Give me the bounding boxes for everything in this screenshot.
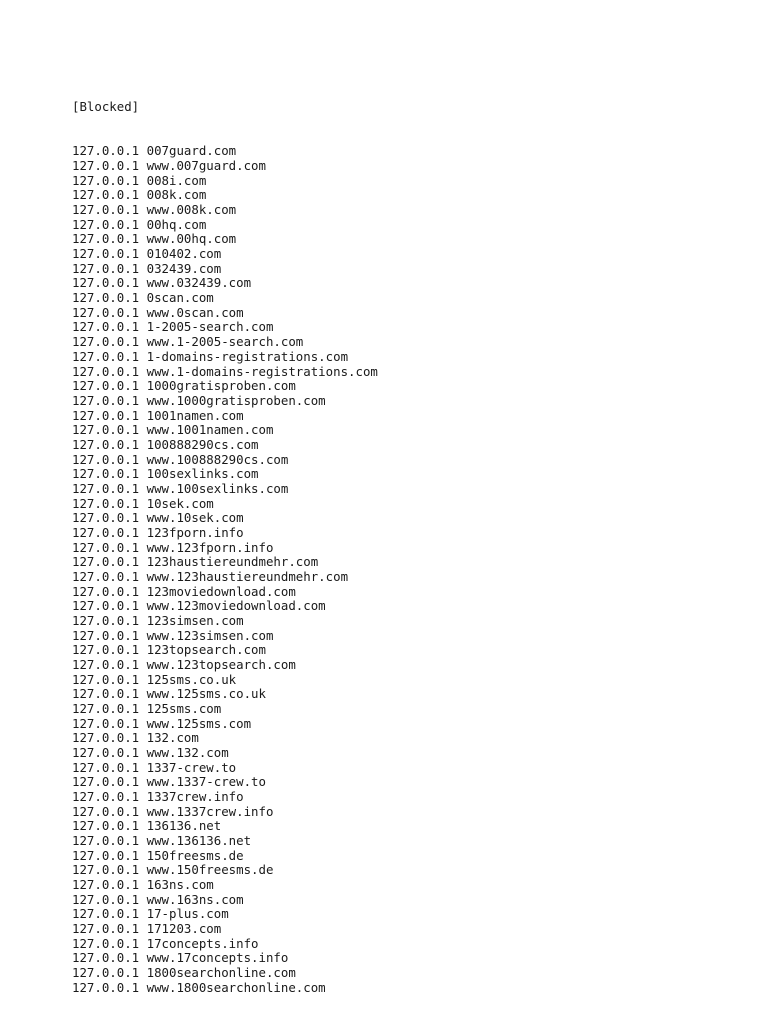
host-entry-domain: www.10sek.com bbox=[146, 510, 244, 526]
host-entry-domain: www.007guard.com bbox=[146, 158, 266, 174]
host-entry-domain: 123topsearch.com bbox=[146, 642, 266, 658]
host-entry bbox=[72, 878, 752, 893]
host-entry-domain: 1337-crew.to bbox=[146, 759, 237, 775]
host-entry-ip: 127.0.0.1 bbox=[72, 466, 140, 482]
host-entry-domain: www.1-domains-registrations.com bbox=[146, 363, 378, 379]
host-entry-ip: 127.0.0.1 bbox=[72, 246, 140, 262]
host-entry-domain: 1-2005-search.com bbox=[146, 319, 274, 335]
host-entry bbox=[72, 981, 752, 996]
host-entry-ip: 127.0.0.1 bbox=[72, 363, 140, 379]
host-entry bbox=[72, 291, 752, 306]
host-entry bbox=[72, 922, 752, 937]
host-entry-domain: 008i.com bbox=[146, 172, 207, 188]
host-entry-domain: 00hq.com bbox=[146, 216, 207, 232]
host-entry-ip: 127.0.0.1 bbox=[72, 172, 140, 188]
host-entry-ip: 127.0.0.1 bbox=[72, 451, 140, 467]
host-entry-ip: 127.0.0.1 bbox=[72, 187, 140, 203]
host-entry-ip: 127.0.0.1 bbox=[72, 833, 140, 848]
host-entry bbox=[72, 614, 752, 629]
host-entry-domain: 1800searchonline.com bbox=[146, 965, 296, 981]
host-entry-domain: www.008k.com bbox=[146, 202, 237, 218]
host-entry bbox=[72, 379, 752, 394]
host-entry bbox=[72, 819, 752, 834]
host-entry bbox=[72, 511, 752, 526]
host-entry-ip: 127.0.0.1 bbox=[72, 495, 140, 511]
host-entry-domain: www.1337-crew.to bbox=[146, 774, 266, 790]
host-entry-domain: www.17concepts.info bbox=[146, 950, 289, 966]
host-entry bbox=[72, 247, 752, 262]
host-entry-ip: 127.0.0.1 bbox=[72, 715, 140, 731]
host-entry-domain: 132.com bbox=[146, 730, 199, 746]
host-entry-ip: 127.0.0.1 bbox=[72, 744, 140, 760]
host-entry bbox=[72, 394, 752, 409]
host-entry-ip: 127.0.0.1 bbox=[72, 877, 140, 893]
host-entry-domain: 1001namen.com bbox=[146, 407, 244, 423]
host-entry bbox=[72, 541, 752, 556]
host-entry-ip: 127.0.0.1 bbox=[72, 554, 140, 570]
host-entry-domain: www.136136.net bbox=[146, 833, 252, 848]
host-entry bbox=[72, 599, 752, 614]
host-entry bbox=[72, 526, 752, 541]
host-entry-ip: 127.0.0.1 bbox=[72, 759, 140, 775]
host-entry-domain: 17concepts.info bbox=[146, 935, 259, 951]
host-entry bbox=[72, 188, 752, 203]
host-entry bbox=[72, 218, 752, 233]
host-entry-domain: 123moviedownload.com bbox=[146, 583, 296, 599]
host-entry bbox=[72, 863, 752, 878]
host-entry-domain: 032439.com bbox=[146, 260, 222, 276]
host-entry-ip: 127.0.0.1 bbox=[72, 378, 140, 394]
host-entry-domain: 008k.com bbox=[146, 187, 207, 203]
host-entry-domain: 136136.net bbox=[146, 818, 222, 834]
host-entry bbox=[72, 702, 752, 717]
host-entry-ip: 127.0.0.1 bbox=[72, 803, 140, 819]
host-entry bbox=[72, 893, 752, 908]
host-entry bbox=[72, 629, 752, 644]
host-entry bbox=[72, 350, 752, 365]
host-entry-ip: 127.0.0.1 bbox=[72, 847, 140, 863]
host-entry-domain: 123fporn.info bbox=[146, 524, 244, 540]
host-entry-ip: 127.0.0.1 bbox=[72, 730, 140, 746]
host-entry bbox=[72, 966, 752, 981]
host-entry-domain: www.123haustiereundmehr.com bbox=[146, 568, 349, 584]
host-entry bbox=[72, 144, 752, 159]
host-entry-domain: 10sek.com bbox=[146, 495, 214, 511]
host-entry bbox=[72, 761, 752, 776]
host-entry-ip: 127.0.0.1 bbox=[72, 275, 140, 291]
host-entry-domain: www.125sms.com bbox=[146, 715, 252, 731]
host-entry-ip: 127.0.0.1 bbox=[72, 788, 140, 804]
host-entry-ip: 127.0.0.1 bbox=[72, 510, 140, 526]
host-entry-domain: 125sms.com bbox=[146, 700, 222, 716]
host-entry-domain: 150freesms.de bbox=[146, 847, 244, 863]
host-entry bbox=[72, 907, 752, 922]
host-entry-domain: www.100888290cs.com bbox=[146, 451, 289, 467]
host-entry-ip: 127.0.0.1 bbox=[72, 612, 140, 628]
host-entry-ip: 127.0.0.1 bbox=[72, 158, 140, 174]
host-entry bbox=[72, 790, 752, 805]
host-entry-ip: 127.0.0.1 bbox=[72, 891, 140, 907]
host-entry-domain: www.1-2005-search.com bbox=[146, 334, 304, 350]
host-entry-domain: www.125sms.co.uk bbox=[146, 686, 266, 702]
host-entry bbox=[72, 731, 752, 746]
hosts-file-document bbox=[72, 71, 752, 1010]
host-entry bbox=[72, 174, 752, 189]
host-entry-domain: www.00hq.com bbox=[146, 231, 237, 247]
host-entry-domain: www.1800searchonline.com bbox=[146, 979, 326, 995]
host-entry-ip: 127.0.0.1 bbox=[72, 921, 140, 937]
host-entry-domain: 100888290cs.com bbox=[146, 436, 259, 452]
host-entry-domain: 17-plus.com bbox=[146, 906, 229, 922]
host-entry-ip: 127.0.0.1 bbox=[72, 407, 140, 423]
host-entry bbox=[72, 467, 752, 482]
host-entry bbox=[72, 497, 752, 512]
host-entry-domain: www.1001namen.com bbox=[146, 422, 274, 438]
host-entry bbox=[72, 717, 752, 732]
host-entry-ip: 127.0.0.1 bbox=[72, 862, 140, 878]
host-entry-ip: 127.0.0.1 bbox=[72, 319, 140, 335]
host-entry-domain: www.0scan.com bbox=[146, 304, 244, 320]
host-entry-ip: 127.0.0.1 bbox=[72, 568, 140, 584]
host-entry-domain: 1000gratisproben.com bbox=[146, 378, 296, 394]
host-entry-ip: 127.0.0.1 bbox=[72, 671, 140, 687]
host-entry-ip: 127.0.0.1 bbox=[72, 334, 140, 350]
host-entry bbox=[72, 482, 752, 497]
host-entry-domain: 163ns.com bbox=[146, 877, 214, 893]
host-entry-ip: 127.0.0.1 bbox=[72, 656, 140, 672]
host-entry-ip: 127.0.0.1 bbox=[72, 979, 140, 995]
host-entry bbox=[72, 335, 752, 350]
host-entry-domain: 1-domains-registrations.com bbox=[146, 348, 349, 364]
host-entry bbox=[72, 570, 752, 585]
host-entry bbox=[72, 159, 752, 174]
host-entry-ip: 127.0.0.1 bbox=[72, 642, 140, 658]
host-entry bbox=[72, 805, 752, 820]
host-entry bbox=[72, 849, 752, 864]
host-entry-domain: 125sms.co.uk bbox=[146, 671, 237, 687]
host-entry-domain: www.032439.com bbox=[146, 275, 252, 291]
host-entry-domain: 100sexlinks.com bbox=[146, 466, 259, 482]
host-entry-ip: 127.0.0.1 bbox=[72, 950, 140, 966]
host-entry-ip: 127.0.0.1 bbox=[72, 143, 140, 159]
host-entry-ip: 127.0.0.1 bbox=[72, 965, 140, 981]
host-entry bbox=[72, 232, 752, 247]
host-entry-ip: 127.0.0.1 bbox=[72, 583, 140, 599]
host-entry-ip: 127.0.0.1 bbox=[72, 539, 140, 555]
host-entry bbox=[72, 775, 752, 790]
host-entry-domain: 123haustiereundmehr.com bbox=[146, 554, 319, 570]
host-entry bbox=[72, 673, 752, 688]
host-entry-domain: www.123moviedownload.com bbox=[146, 598, 326, 614]
host-entry-domain: www.100sexlinks.com bbox=[146, 480, 289, 496]
host-entry-ip: 127.0.0.1 bbox=[72, 392, 140, 408]
host-entry bbox=[72, 409, 752, 424]
host-entry-ip: 127.0.0.1 bbox=[72, 348, 140, 364]
host-entry-ip: 127.0.0.1 bbox=[72, 524, 140, 540]
host-entry-domain: 171203.com bbox=[146, 921, 222, 937]
host-entry-ip: 127.0.0.1 bbox=[72, 422, 140, 438]
host-entry bbox=[72, 834, 752, 849]
host-entry bbox=[72, 453, 752, 468]
host-entry-ip: 127.0.0.1 bbox=[72, 202, 140, 218]
host-entry bbox=[72, 658, 752, 673]
host-entry bbox=[72, 365, 752, 380]
host-entry-ip: 127.0.0.1 bbox=[72, 260, 140, 276]
host-entry bbox=[72, 555, 752, 570]
host-entry-ip: 127.0.0.1 bbox=[72, 906, 140, 922]
host-entry-ip: 127.0.0.1 bbox=[72, 290, 140, 306]
host-entry-ip: 127.0.0.1 bbox=[72, 700, 140, 716]
host-entry bbox=[72, 203, 752, 218]
host-entry-domain: www.123simsen.com bbox=[146, 627, 274, 643]
host-entry bbox=[72, 262, 752, 277]
host-entry bbox=[72, 438, 752, 453]
host-entry-domain: 123simsen.com bbox=[146, 612, 244, 628]
host-entry bbox=[72, 643, 752, 658]
host-entry bbox=[72, 687, 752, 702]
host-entry-ip: 127.0.0.1 bbox=[72, 231, 140, 247]
host-entry-domain: 0scan.com bbox=[146, 290, 214, 306]
host-entry-domain: www.163ns.com bbox=[146, 891, 244, 907]
host-entries-list bbox=[72, 144, 752, 995]
host-entry-domain: 007guard.com bbox=[146, 143, 237, 159]
host-entry bbox=[72, 276, 752, 291]
host-entry bbox=[72, 585, 752, 600]
host-entry-ip: 127.0.0.1 bbox=[72, 304, 140, 320]
host-entry-domain: 010402.com bbox=[146, 246, 222, 262]
host-entry-ip: 127.0.0.1 bbox=[72, 818, 140, 834]
host-entry-domain: 1337crew.info bbox=[146, 788, 244, 804]
host-entry-ip: 127.0.0.1 bbox=[72, 436, 140, 452]
host-entry-domain: www.132.com bbox=[146, 744, 229, 760]
host-entry bbox=[72, 951, 752, 966]
host-entry-ip: 127.0.0.1 bbox=[72, 216, 140, 232]
host-entry bbox=[72, 746, 752, 761]
host-entry bbox=[72, 320, 752, 335]
host-entry-ip: 127.0.0.1 bbox=[72, 774, 140, 790]
host-entry-domain: www.1337crew.info bbox=[146, 803, 274, 819]
host-entry-ip: 127.0.0.1 bbox=[72, 627, 140, 643]
host-entry-ip: 127.0.0.1 bbox=[72, 686, 140, 702]
host-entry-ip: 127.0.0.1 bbox=[72, 480, 140, 496]
host-entry-domain: www.123fporn.info bbox=[146, 539, 274, 555]
host-entry-ip: 127.0.0.1 bbox=[72, 598, 140, 614]
host-entry-ip: 127.0.0.1 bbox=[72, 935, 140, 951]
host-entry bbox=[72, 306, 752, 321]
host-entry bbox=[72, 937, 752, 952]
section-header: [Blocked] bbox=[72, 99, 140, 115]
host-entry bbox=[72, 423, 752, 438]
host-entry-domain: www.123topsearch.com bbox=[146, 656, 296, 672]
host-entry-domain: www.150freesms.de bbox=[146, 862, 274, 878]
host-entry-domain: www.1000gratisproben.com bbox=[146, 392, 326, 408]
